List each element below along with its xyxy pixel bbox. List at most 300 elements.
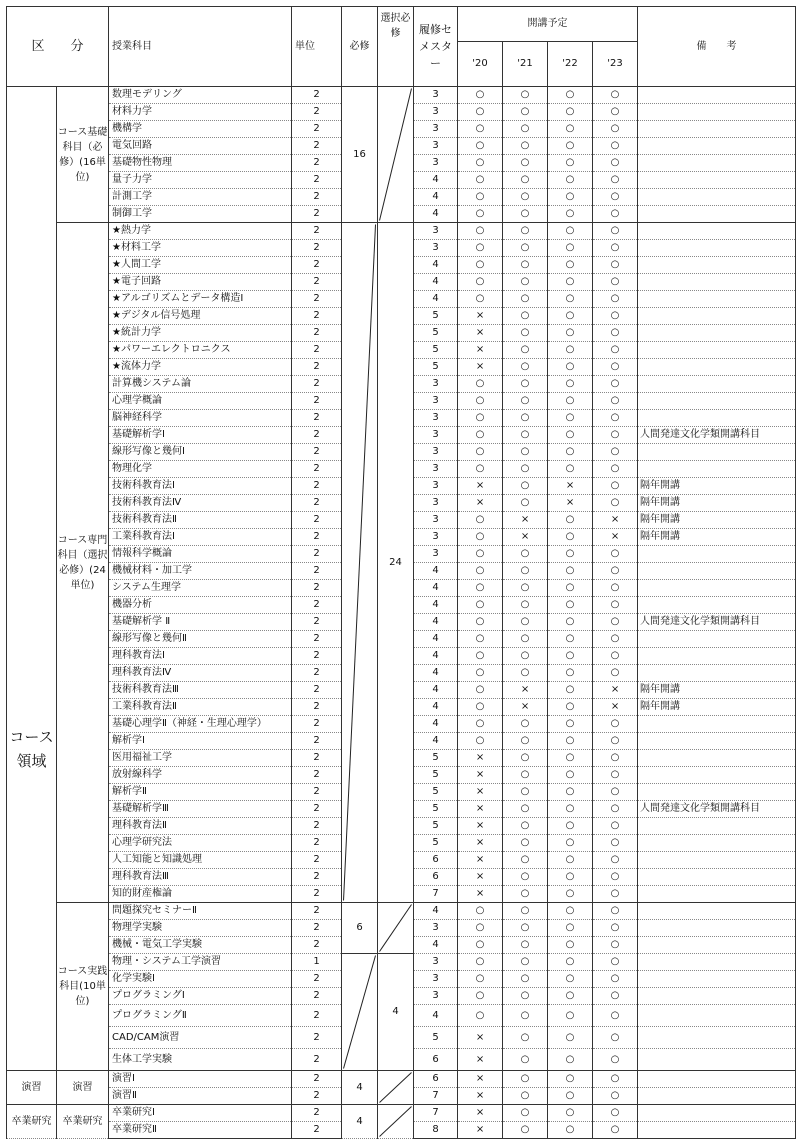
semester: 3 bbox=[414, 529, 458, 546]
schedule-mark: ○ bbox=[593, 393, 638, 410]
schedule-mark: ○ bbox=[458, 716, 503, 733]
required-credits: 16 bbox=[342, 87, 378, 223]
schedule-mark: ○ bbox=[548, 920, 593, 937]
note bbox=[638, 835, 796, 852]
schedule-mark: ○ bbox=[593, 206, 638, 223]
semester: 5 bbox=[414, 1027, 458, 1049]
note bbox=[638, 121, 796, 138]
subject-name: ★アルゴリズムとデータ構造Ⅰ bbox=[109, 291, 292, 308]
schedule-mark: ○ bbox=[548, 784, 593, 801]
subject-name: ★電子回路 bbox=[109, 274, 292, 291]
schedule-mark: × bbox=[458, 1049, 503, 1071]
subject-name: 情報科学概論 bbox=[109, 546, 292, 563]
subject-name: 工業科教育法Ⅰ bbox=[109, 529, 292, 546]
schedule-mark: ○ bbox=[593, 665, 638, 682]
schedule-mark: × bbox=[458, 801, 503, 818]
semester: 5 bbox=[414, 342, 458, 359]
schedule-mark: ○ bbox=[593, 1105, 638, 1122]
note bbox=[638, 1071, 796, 1088]
required-credits: 6 bbox=[342, 903, 378, 954]
note bbox=[638, 563, 796, 580]
schedule-mark: ○ bbox=[458, 410, 503, 427]
schedule-mark: ○ bbox=[593, 478, 638, 495]
schedule-mark: ○ bbox=[503, 138, 548, 155]
schedule-mark: ○ bbox=[593, 886, 638, 903]
elective-credits bbox=[378, 87, 414, 223]
schedule-mark: ○ bbox=[458, 903, 503, 920]
credits: 2 bbox=[292, 971, 342, 988]
schedule-mark: × bbox=[458, 342, 503, 359]
subject-name: 工業科教育法Ⅱ bbox=[109, 699, 292, 716]
schedule-mark: ○ bbox=[548, 597, 593, 614]
schedule-mark: ○ bbox=[593, 1005, 638, 1027]
schedule-mark: ○ bbox=[593, 631, 638, 648]
schedule-mark: ○ bbox=[593, 1122, 638, 1139]
semester: 3 bbox=[414, 495, 458, 512]
subject-name: 基礎解析学Ⅲ bbox=[109, 801, 292, 818]
elective-credits: 24 bbox=[378, 223, 414, 903]
schedule-mark: ○ bbox=[503, 240, 548, 257]
note bbox=[638, 716, 796, 733]
schedule-mark: ○ bbox=[593, 648, 638, 665]
schedule-mark: ○ bbox=[503, 801, 548, 818]
schedule-mark: ○ bbox=[593, 597, 638, 614]
credits: 2 bbox=[292, 988, 342, 1005]
semester: 5 bbox=[414, 818, 458, 835]
semester: 6 bbox=[414, 869, 458, 886]
schedule-mark: ○ bbox=[458, 291, 503, 308]
header-year: '21 bbox=[503, 42, 548, 87]
credits: 2 bbox=[292, 87, 342, 104]
schedule-mark: × bbox=[458, 767, 503, 784]
schedule-mark: ○ bbox=[593, 818, 638, 835]
schedule-mark: ○ bbox=[503, 155, 548, 172]
subject-name: 制御工学 bbox=[109, 206, 292, 223]
schedule-mark: ○ bbox=[548, 648, 593, 665]
schedule-mark: ○ bbox=[503, 937, 548, 954]
semester: 4 bbox=[414, 648, 458, 665]
subject-name: 基礎解析学Ⅰ bbox=[109, 427, 292, 444]
subject-name: システム生理学 bbox=[109, 580, 292, 597]
schedule-mark: ○ bbox=[593, 274, 638, 291]
subject-name: 機器分析 bbox=[109, 597, 292, 614]
schedule-mark: ○ bbox=[458, 274, 503, 291]
schedule-mark: ○ bbox=[503, 359, 548, 376]
note bbox=[638, 189, 796, 206]
credits: 1 bbox=[292, 954, 342, 971]
note bbox=[638, 818, 796, 835]
schedule-mark: ○ bbox=[593, 971, 638, 988]
schedule-mark: ○ bbox=[503, 206, 548, 223]
note bbox=[638, 104, 796, 121]
semester: 4 bbox=[414, 189, 458, 206]
schedule-mark: ○ bbox=[593, 189, 638, 206]
schedule-mark: ○ bbox=[593, 580, 638, 597]
semester: 4 bbox=[414, 291, 458, 308]
schedule-mark: ○ bbox=[503, 563, 548, 580]
note bbox=[638, 138, 796, 155]
schedule-mark: × bbox=[593, 682, 638, 699]
header-year: '20 bbox=[458, 42, 503, 87]
schedule-mark: ○ bbox=[593, 495, 638, 512]
schedule-mark: × bbox=[458, 1105, 503, 1122]
schedule-mark: ○ bbox=[458, 444, 503, 461]
schedule-mark: ○ bbox=[548, 1105, 593, 1122]
schedule-mark: ○ bbox=[593, 954, 638, 971]
schedule-mark: ○ bbox=[593, 172, 638, 189]
subject-name: ★人間工学 bbox=[109, 257, 292, 274]
schedule-mark: × bbox=[458, 1088, 503, 1105]
schedule-mark: ○ bbox=[503, 461, 548, 478]
semester: 5 bbox=[414, 835, 458, 852]
schedule-mark: ○ bbox=[503, 614, 548, 631]
schedule-mark: ○ bbox=[548, 563, 593, 580]
schedule-mark: ○ bbox=[548, 1049, 593, 1071]
schedule-mark: ○ bbox=[548, 325, 593, 342]
subject-name: 心理学概論 bbox=[109, 393, 292, 410]
schedule-mark: ○ bbox=[548, 665, 593, 682]
semester: 3 bbox=[414, 427, 458, 444]
note bbox=[638, 920, 796, 937]
schedule-mark: ○ bbox=[593, 869, 638, 886]
semester: 3 bbox=[414, 155, 458, 172]
schedule-mark: × bbox=[458, 359, 503, 376]
credits: 2 bbox=[292, 937, 342, 954]
group-label: 演習 bbox=[57, 1071, 109, 1105]
schedule-mark: ○ bbox=[503, 767, 548, 784]
schedule-mark: ○ bbox=[548, 852, 593, 869]
credits: 2 bbox=[292, 308, 342, 325]
schedule-mark: ○ bbox=[503, 478, 548, 495]
credits: 2 bbox=[292, 342, 342, 359]
schedule-mark: ○ bbox=[548, 461, 593, 478]
schedule-mark: ○ bbox=[593, 1071, 638, 1088]
note: 人間発達文化学類開講科目 bbox=[638, 614, 796, 631]
schedule-mark: ○ bbox=[503, 427, 548, 444]
schedule-mark: ○ bbox=[458, 240, 503, 257]
subject-name: 線形写像と幾何Ⅰ bbox=[109, 444, 292, 461]
credits: 2 bbox=[292, 920, 342, 937]
credits: 2 bbox=[292, 1049, 342, 1071]
credits: 2 bbox=[292, 767, 342, 784]
note: 隔年開講 bbox=[638, 478, 796, 495]
schedule-mark: ○ bbox=[548, 818, 593, 835]
schedule-mark: ○ bbox=[458, 529, 503, 546]
schedule-mark: ○ bbox=[548, 410, 593, 427]
semester: 3 bbox=[414, 138, 458, 155]
subject-name: ★熱力学 bbox=[109, 223, 292, 240]
subject-name: CAD/CAM演習 bbox=[109, 1027, 292, 1049]
schedule-mark: ○ bbox=[458, 563, 503, 580]
schedule-mark: ○ bbox=[458, 597, 503, 614]
schedule-mark: ○ bbox=[503, 87, 548, 104]
schedule-mark: ○ bbox=[593, 801, 638, 818]
schedule-mark: ○ bbox=[593, 546, 638, 563]
schedule-mark: ○ bbox=[503, 631, 548, 648]
subject-name: 機械・電気工学実験 bbox=[109, 937, 292, 954]
semester: 3 bbox=[414, 87, 458, 104]
note bbox=[638, 903, 796, 920]
semester: 3 bbox=[414, 461, 458, 478]
schedule-mark: × bbox=[593, 512, 638, 529]
subject-name: 演習Ⅱ bbox=[109, 1088, 292, 1105]
schedule-mark: ○ bbox=[458, 172, 503, 189]
credits: 2 bbox=[292, 325, 342, 342]
schedule-mark: × bbox=[548, 495, 593, 512]
schedule-mark: × bbox=[458, 835, 503, 852]
note: 隔年開講 bbox=[638, 495, 796, 512]
schedule-mark: × bbox=[458, 1071, 503, 1088]
subject-name: 卒業研究Ⅱ bbox=[109, 1122, 292, 1139]
credits: 2 bbox=[292, 495, 342, 512]
subject-name: 脳神経科学 bbox=[109, 410, 292, 427]
schedule-mark: × bbox=[458, 784, 503, 801]
schedule-mark: ○ bbox=[593, 903, 638, 920]
semester: 4 bbox=[414, 172, 458, 189]
credits: 2 bbox=[292, 121, 342, 138]
credits: 2 bbox=[292, 818, 342, 835]
subject-name: 卒業研究Ⅰ bbox=[109, 1105, 292, 1122]
schedule-mark: ○ bbox=[503, 393, 548, 410]
credits: 2 bbox=[292, 189, 342, 206]
credits: 2 bbox=[292, 359, 342, 376]
schedule-mark: ○ bbox=[593, 240, 638, 257]
schedule-mark: × bbox=[503, 699, 548, 716]
schedule-mark: ○ bbox=[503, 1105, 548, 1122]
credits: 2 bbox=[292, 155, 342, 172]
schedule-mark: ○ bbox=[458, 988, 503, 1005]
semester: 6 bbox=[414, 1071, 458, 1088]
header-kubun: 区 分 bbox=[7, 7, 109, 87]
schedule-mark: ○ bbox=[503, 903, 548, 920]
schedule-mark: ○ bbox=[548, 988, 593, 1005]
schedule-mark: ○ bbox=[593, 223, 638, 240]
schedule-mark: ○ bbox=[458, 189, 503, 206]
subject-name: 理科教育法Ⅱ bbox=[109, 818, 292, 835]
schedule-mark: ○ bbox=[548, 291, 593, 308]
elective-credits bbox=[378, 903, 414, 954]
subject-name: ★デジタル信号処理 bbox=[109, 308, 292, 325]
subject-name: 放射線科学 bbox=[109, 767, 292, 784]
schedule-mark: ○ bbox=[458, 512, 503, 529]
schedule-mark: ○ bbox=[548, 223, 593, 240]
semester: 3 bbox=[414, 393, 458, 410]
note: 人間発達文化学類開講科目 bbox=[638, 427, 796, 444]
header-subject: 授業科目 bbox=[109, 7, 292, 87]
note bbox=[638, 886, 796, 903]
credits: 2 bbox=[292, 580, 342, 597]
note bbox=[638, 665, 796, 682]
schedule-mark: ○ bbox=[458, 121, 503, 138]
semester: 3 bbox=[414, 478, 458, 495]
schedule-mark: ○ bbox=[503, 988, 548, 1005]
credits: 2 bbox=[292, 376, 342, 393]
schedule-mark: ○ bbox=[548, 121, 593, 138]
credits: 2 bbox=[292, 206, 342, 223]
subject-name: 材料力学 bbox=[109, 104, 292, 121]
schedule-mark: ○ bbox=[548, 512, 593, 529]
schedule-mark: × bbox=[458, 818, 503, 835]
note bbox=[638, 444, 796, 461]
note bbox=[638, 410, 796, 427]
schedule-mark: ○ bbox=[458, 461, 503, 478]
schedule-mark: ○ bbox=[548, 172, 593, 189]
schedule-mark: ○ bbox=[593, 767, 638, 784]
semester: 5 bbox=[414, 784, 458, 801]
schedule-mark: ○ bbox=[548, 1005, 593, 1027]
semester: 4 bbox=[414, 733, 458, 750]
note: 隔年開講 bbox=[638, 512, 796, 529]
schedule-mark: ○ bbox=[548, 631, 593, 648]
header-year: '22 bbox=[548, 42, 593, 87]
schedule-mark: ○ bbox=[503, 546, 548, 563]
semester: 4 bbox=[414, 631, 458, 648]
schedule-mark: ○ bbox=[503, 1005, 548, 1027]
credits: 2 bbox=[292, 1005, 342, 1027]
schedule-mark: ○ bbox=[503, 597, 548, 614]
schedule-mark: ○ bbox=[548, 393, 593, 410]
subject-name: 心理学研究法 bbox=[109, 835, 292, 852]
credits: 2 bbox=[292, 461, 342, 478]
schedule-mark: ○ bbox=[593, 138, 638, 155]
note bbox=[638, 733, 796, 750]
schedule-mark: × bbox=[593, 699, 638, 716]
header-notes: 備 考 bbox=[638, 7, 796, 87]
note: 隔年開講 bbox=[638, 699, 796, 716]
credits: 2 bbox=[292, 801, 342, 818]
subject-name: ★流体力学 bbox=[109, 359, 292, 376]
credits: 2 bbox=[292, 478, 342, 495]
semester: 3 bbox=[414, 444, 458, 461]
schedule-mark: ○ bbox=[593, 308, 638, 325]
schedule-mark: ○ bbox=[593, 835, 638, 852]
note bbox=[638, 206, 796, 223]
schedule-mark: ○ bbox=[458, 631, 503, 648]
note bbox=[638, 1122, 796, 1139]
credits: 2 bbox=[292, 1027, 342, 1049]
schedule-mark: ○ bbox=[548, 546, 593, 563]
semester: 4 bbox=[414, 274, 458, 291]
schedule-mark: × bbox=[503, 682, 548, 699]
note bbox=[638, 376, 796, 393]
schedule-mark: ○ bbox=[458, 733, 503, 750]
schedule-mark: ○ bbox=[593, 563, 638, 580]
header-semester: 履修セメスター bbox=[414, 7, 458, 87]
schedule-mark: ○ bbox=[548, 699, 593, 716]
schedule-mark: × bbox=[503, 512, 548, 529]
schedule-mark: ○ bbox=[458, 427, 503, 444]
credits: 2 bbox=[292, 631, 342, 648]
schedule-mark: ○ bbox=[458, 699, 503, 716]
schedule-mark: × bbox=[458, 325, 503, 342]
schedule-mark: ○ bbox=[548, 716, 593, 733]
schedule-mark: ○ bbox=[458, 104, 503, 121]
schedule-mark: ○ bbox=[503, 869, 548, 886]
schedule-mark: ○ bbox=[458, 1005, 503, 1027]
semester: 3 bbox=[414, 988, 458, 1005]
header-schedule: 開講予定 bbox=[458, 7, 638, 42]
semester: 5 bbox=[414, 359, 458, 376]
note: 隔年開講 bbox=[638, 529, 796, 546]
note bbox=[638, 631, 796, 648]
schedule-mark: ○ bbox=[458, 580, 503, 597]
semester: 4 bbox=[414, 699, 458, 716]
semester: 3 bbox=[414, 376, 458, 393]
note bbox=[638, 869, 796, 886]
semester: 3 bbox=[414, 121, 458, 138]
subject-name: 量子力学 bbox=[109, 172, 292, 189]
schedule-mark: ○ bbox=[548, 529, 593, 546]
semester: 4 bbox=[414, 257, 458, 274]
required-credits: 4 bbox=[342, 1071, 378, 1105]
table-row bbox=[7, 954, 796, 971]
required-credits bbox=[342, 954, 378, 1071]
schedule-mark: ○ bbox=[503, 342, 548, 359]
schedule-mark: ○ bbox=[503, 954, 548, 971]
schedule-mark: × bbox=[458, 478, 503, 495]
schedule-mark: ○ bbox=[458, 546, 503, 563]
elective-credits bbox=[378, 1071, 414, 1105]
schedule-mark: ○ bbox=[548, 903, 593, 920]
schedule-mark: ○ bbox=[548, 444, 593, 461]
group-label: コース専門科目（選択必修）(24単位) bbox=[57, 223, 109, 903]
note bbox=[638, 1088, 796, 1105]
subject-name: 計算機システム論 bbox=[109, 376, 292, 393]
schedule-mark: ○ bbox=[458, 223, 503, 240]
schedule-mark: × bbox=[458, 886, 503, 903]
subject-name: 物理化学 bbox=[109, 461, 292, 478]
note bbox=[638, 784, 796, 801]
credits: 2 bbox=[292, 444, 342, 461]
schedule-mark: ○ bbox=[593, 410, 638, 427]
note bbox=[638, 1105, 796, 1122]
subject-name: プログラミングⅠ bbox=[109, 988, 292, 1005]
credits: 2 bbox=[292, 886, 342, 903]
schedule-mark: ○ bbox=[593, 342, 638, 359]
schedule-mark: ○ bbox=[458, 954, 503, 971]
schedule-mark: ○ bbox=[458, 665, 503, 682]
note bbox=[638, 988, 796, 1005]
subject-name: 機械材料・加工学 bbox=[109, 563, 292, 580]
schedule-mark: ○ bbox=[593, 852, 638, 869]
schedule-mark: ○ bbox=[593, 784, 638, 801]
schedule-mark: ○ bbox=[503, 104, 548, 121]
schedule-mark: ○ bbox=[458, 648, 503, 665]
schedule-mark: × bbox=[458, 1027, 503, 1049]
subject-name: 理科教育法Ⅰ bbox=[109, 648, 292, 665]
schedule-mark: ○ bbox=[548, 1088, 593, 1105]
schedule-mark: ○ bbox=[503, 121, 548, 138]
semester: 3 bbox=[414, 410, 458, 427]
subject-name: 技術科教育法Ⅱ bbox=[109, 512, 292, 529]
schedule-mark: ○ bbox=[503, 733, 548, 750]
schedule-mark: ○ bbox=[593, 920, 638, 937]
credits: 2 bbox=[292, 1105, 342, 1122]
subject-name: 技術科教育法Ⅲ bbox=[109, 682, 292, 699]
credits: 2 bbox=[292, 614, 342, 631]
group-label: コース基礎科目（必修）(16単位) bbox=[57, 87, 109, 223]
schedule-mark: ○ bbox=[548, 240, 593, 257]
note bbox=[638, 461, 796, 478]
credits: 2 bbox=[292, 563, 342, 580]
table-row bbox=[7, 903, 796, 920]
note bbox=[638, 767, 796, 784]
semester: 4 bbox=[414, 937, 458, 954]
schedule-mark: ○ bbox=[458, 393, 503, 410]
schedule-mark: ○ bbox=[503, 971, 548, 988]
schedule-mark: ○ bbox=[458, 682, 503, 699]
schedule-mark: ○ bbox=[548, 359, 593, 376]
